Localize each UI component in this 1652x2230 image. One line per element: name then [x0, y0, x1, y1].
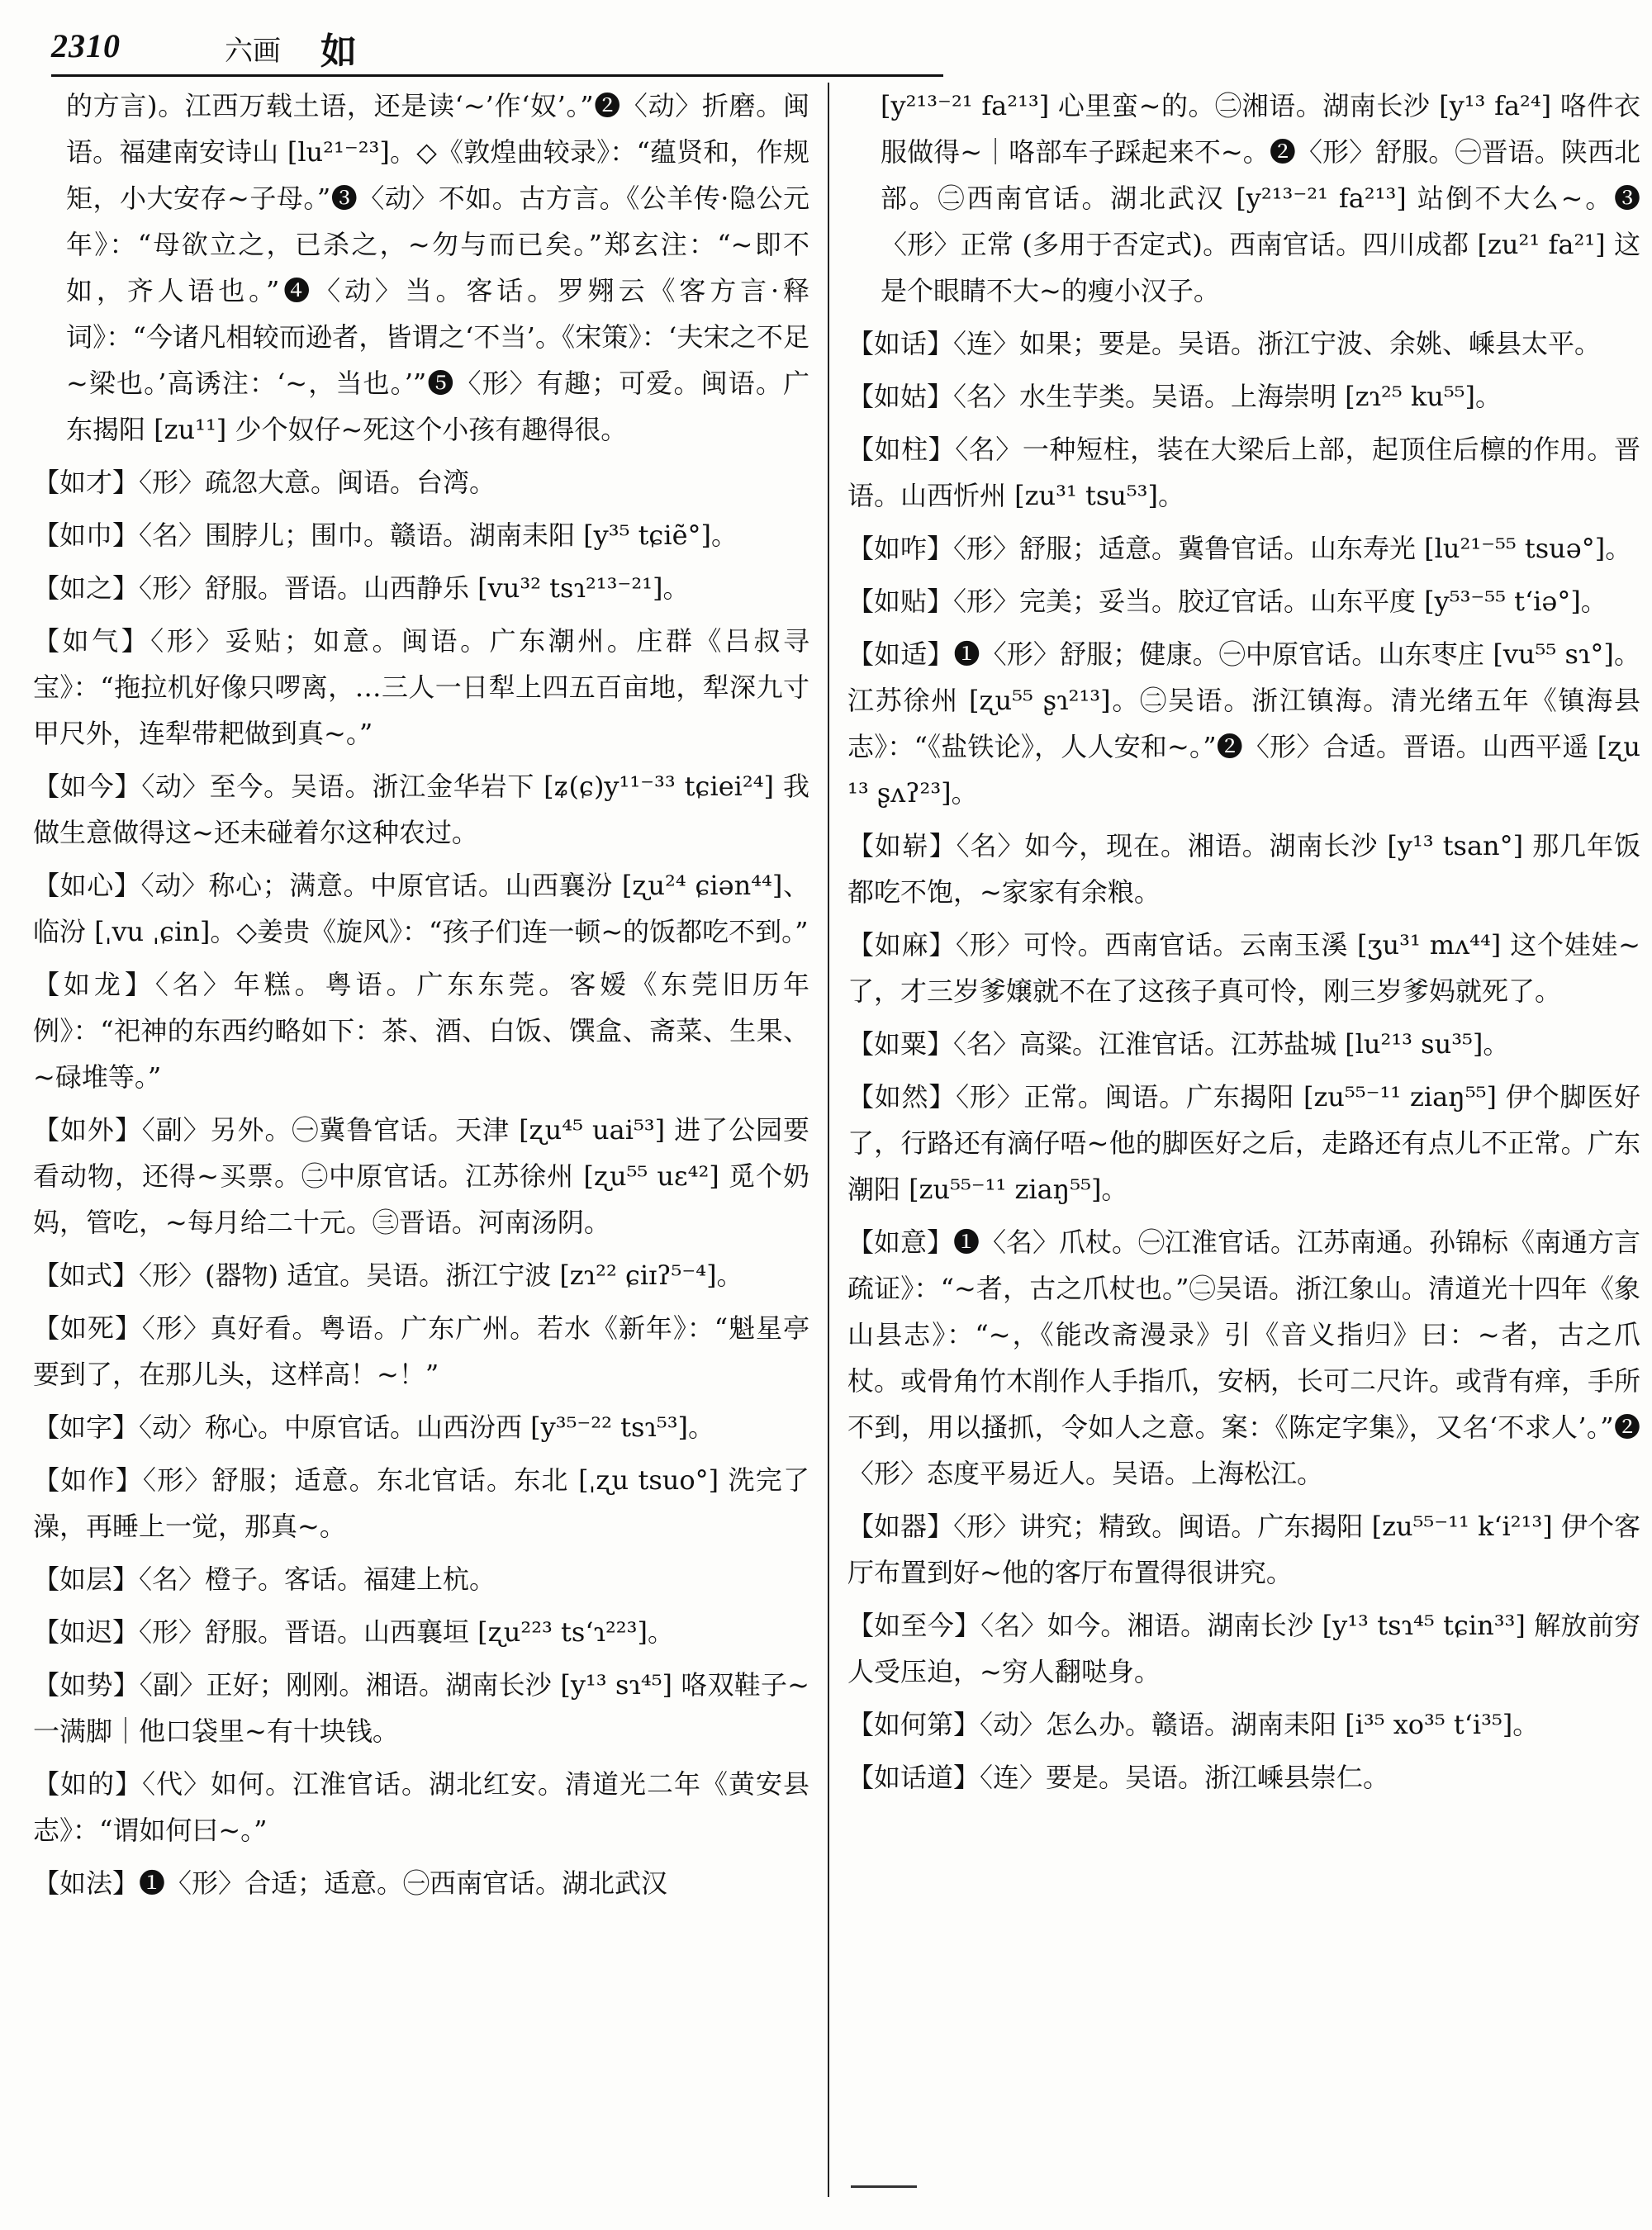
- entry-ruwai: 【如外】〈副〉另外。㊀冀鲁官话。天津 [ʐu⁴⁵ uai⁵³] 进了公园要看动物，还得~买票。㊁中原官话。江苏徐州 [ʐu⁵⁵ uɛ⁴²] 觅个奶妈，管吃，~每月给二十元。㊂晋语。河南汤阴。: [33, 1114, 809, 1238]
- entry-ruzhi: 【如之】〈形〉舒服。晋语。山西静乐 [vu³² tsɿ²¹³⁻²¹]。: [33, 572, 690, 604]
- entry-rusi: 【如死】〈形〉真好看。粤语。广东广州。若水《新年》：“魁星亭要到了，在那儿头，这样高！~！”: [33, 1312, 809, 1390]
- page-header: [51, 20, 1604, 79]
- entry-ruhuadao: 【如话道】〈连〉要是。吴语。浙江嵊县崇仁。: [847, 1762, 1390, 1793]
- entry-rushi-comfort: 【如适】❶〈形〉舒服；健康。㊀中原官话。山东枣庄 [vu⁵⁵ sɿ°]。江苏徐州 [ʐu⁵⁵ ʂɿ²¹³]。㊁吴语。浙江镇海。清光绪五年《镇海县志》：“《盐铁论》，人人安和~。”❷〈形〉合适。晋语。山西平遥 [ʐu¹³ ʂʌʔ²³]。: [847, 638, 1640, 809]
- right-column: [847, 83, 1640, 1807]
- entry-ruzhu: 【如柱】〈名〉一种短柱，装在大梁后上部，起顶住后檩的作用。晋语。山西忻州 [zu³¹ tsu⁵³]。: [847, 434, 1640, 511]
- entry-ruqi-vessel: 【如器】〈形〉讲究；精致。闽语。广东揭阳 [zu⁵⁵⁻¹¹ k‘i²¹³] 伊个客厅布置到好~他的客厅布置得很讲究。: [847, 1511, 1640, 1588]
- header-rule: [51, 74, 943, 77]
- entry-ruceng: 【如层】〈名〉橙子。客话。福建上杭。: [33, 1563, 496, 1595]
- entry-ruzi: 【如字】〈动〉称心。中原官话。山西汾西 [y³⁵⁻²² tsɿ⁵³]。: [33, 1412, 715, 1443]
- entry-rufa-continuation: [y²¹³⁻²¹ fa²¹³] 心里蛮~的。㊁湘语。湖南长沙 [y¹³ fa²⁴] 咯件衣服做得~｜咯部车子踩起来不~。❷〈形〉舒服。㊀晋语。陕西北部。㊁西南官话。湖北武汉 [y²¹³⁻²¹ fa²¹³] 站倒不大么~。❸〈形〉正常 (多用于否定式)。西南官话。四川成都 [zu²¹ fa²¹] 这是个眼睛不大~的瘦小汉子。: [881, 90, 1640, 306]
- entry-continuation: 的方言)。江西万载土语，还是读‘~’作‘奴’。”❷〈动〉折磨。闽语。福建南安诗山 [lu²¹⁻²³]。◇《敦煌曲较录》：“蕴贤和，作规矩，小大安存~子母。”❸〈动〉不如。古方言。《公羊传·隐公元年》：“母欲立之，已杀之，~勿与而已矣。”郑玄注：“~即不如，齐人语也。”❹〈动〉当。客话。罗翙云《客方言·释词》：“今诸凡相较而逊者，皆谓之‘不当’。《宋策》：‘夫宋之不足~梁也。’高诱注：‘~，当也。’”❺〈形〉有趣；可爱。闽语。广东揭阳 [zu¹¹] 少个奴仔~死这个小孩有趣得很。: [66, 90, 809, 445]
- entry-rushi: 【如式】〈形〉(器物) 适宜。吴语。浙江宁波 [zɿ²² ɕiɪʔ⁵⁻⁴]。: [33, 1260, 743, 1291]
- entry-rujin-now: 【如今】〈动〉至今。吴语。浙江金华岩下 [ʑ(ɕ)y¹¹⁻³³ tɕiei²⁴] 我做生意做得这~还未碰着尔这种农过。: [33, 771, 809, 848]
- entry-ruma: 【如麻】〈形〉可怜。西南官话。云南玉溪 [ʒu³¹ mʌ⁴⁴] 这个娃娃~了，才三岁爹嬢就不在了这孩子真可怜，刚三岁爹妈就死了。: [847, 929, 1640, 1007]
- entry-rulong: 【如龙】〈名〉年糕。粤语。广东东莞。客嫒《东莞旧历年例》：“祀神的东西约略如下：茶、酒、白饭、馔盒、斋菜、生果、~碌堆等。”: [33, 969, 809, 1093]
- entry-rucai: 【如才】〈形〉疏忽大意。闽语。台湾。: [33, 467, 496, 498]
- entry-rusu: 【如粟】〈名〉高粱。江淮官话。江苏盐城 [lu²¹³ su³⁵]。: [847, 1028, 1510, 1060]
- stroke-count-label: 六画: [225, 35, 281, 68]
- entry-rufa: 【如法】❶〈形〉合适；适意。㊀西南官话。湖北武汉: [33, 1867, 668, 1899]
- entry-ruxin: 【如心】〈动〉称心；满意。中原官话。山西襄汾 [ʐu²⁴ ɕiən⁴⁴]、临汾 [ˌvu ˌɕin]。◇姜贵《旋风》：“孩子们连一顿~的饭都吃不到。”: [33, 870, 809, 947]
- entry-ruqi: 【如气】〈形〉妥贴；如意。闽语。广东潮州。庄群《吕叔寻宝》：“拖拉机好像只啰离，…三人一日犁上四五百亩地，犁深九寸甲尺外，连犁带耙做到真~。”: [33, 625, 809, 749]
- entry-ruran: 【如然】〈形〉正常。闽语。广东揭阳 [zu⁵⁵⁻¹¹ ziaŋ⁵⁵] 伊个脚医好了，行路还有滴仔唔~他的脚医好之后，走路还有点儿不正常。广东潮阳 [zu⁵⁵⁻¹¹ ziaŋ⁵⁵]。: [847, 1081, 1640, 1205]
- entry-ruyi: 【如意】❶〈名〉爪杖。㊀江淮官话。江苏南通。孙锦标《南通方言疏证》：“~者，古之爪杖也。”㊁吴语。浙江象山。清道光十四年《象山县志》：“~，《能改斋漫录》引《音义指归》曰：~者，古之爪杖。或骨角竹木削作人手指爪，安柄，长可二尺许。或背有痒，手所不到，用以搔抓，令如人之意。案：《陈定字集》，又名‘不求人’。”❷〈形〉态度平易近人。吴语。上海松江。: [847, 1226, 1641, 1489]
- entry-ruza: 【如咋】〈形〉舒服；适意。冀鲁官话。山东寿光 [lu²¹⁻⁵⁵ tsuə°]。: [847, 533, 1632, 564]
- footer-mark: [851, 2185, 917, 2188]
- entry-rushi-just: 【如势】〈副〉正好；刚刚。湘语。湖南长沙 [y¹³ sɿ⁴⁵] 咯双鞋子~一满脚｜他口袋里~有十块钱。: [33, 1669, 809, 1747]
- column-divider: [828, 83, 829, 2197]
- page-number: 2310: [51, 27, 121, 64]
- entry-rujin: 【如巾】〈名〉围脖儿；围巾。赣语。湖南耒阳 [y³⁵ tɕiẽ°]。: [33, 520, 738, 551]
- head-character: 如: [320, 31, 357, 73]
- entry-ruzhan: 【如崭】〈名〉如今，现在。湘语。湖南长沙 [y¹³ tsan°] 那几年饭都吃不饱，~家家有余粮。: [847, 830, 1640, 908]
- entry-ruchi: 【如迟】〈形〉舒服。晋语。山西襄垣 [ʐu²²³ ts‘ɿ²²³]。: [33, 1616, 674, 1648]
- left-column: [33, 83, 809, 1913]
- entry-ruzhijin: 【如至今】〈名〉如今。湘语。湖南长沙 [y¹³ tsɿ⁴⁵ tɕin³³] 解放前穷人受压迫，~穷人翻哒身。: [847, 1610, 1640, 1687]
- entry-ruzuo: 【如作】〈形〉舒服；适意。东北官话。东北 [ˌʐu tsuo°] 洗完了澡，再睡上一觉，那真~。: [33, 1464, 809, 1542]
- entry-ruhua: 【如话】〈连〉如果；要是。吴语。浙江宁波、余姚、嵊县太平。: [847, 328, 1602, 359]
- entry-ruhedi: 【如何第】〈动〉怎么办。赣语。湖南耒阳 [i³⁵ xo³⁵ t‘i³⁵]。: [847, 1709, 1540, 1740]
- entry-rugu: 【如姑】〈名〉水生芋类。吴语。上海崇明 [zɿ²⁵ ku⁵⁵]。: [847, 381, 1502, 412]
- entry-rude: 【如的】〈代〉如何。江淮官话。湖北红安。清道光二年《黄安县志》：“谓如何曰~。”: [33, 1768, 809, 1846]
- entry-rutie: 【如贴】〈形〉完美；妥当。胶辽官话。山东平度 [y⁵³⁻⁵⁵ t‘iə°]。: [847, 586, 1607, 617]
